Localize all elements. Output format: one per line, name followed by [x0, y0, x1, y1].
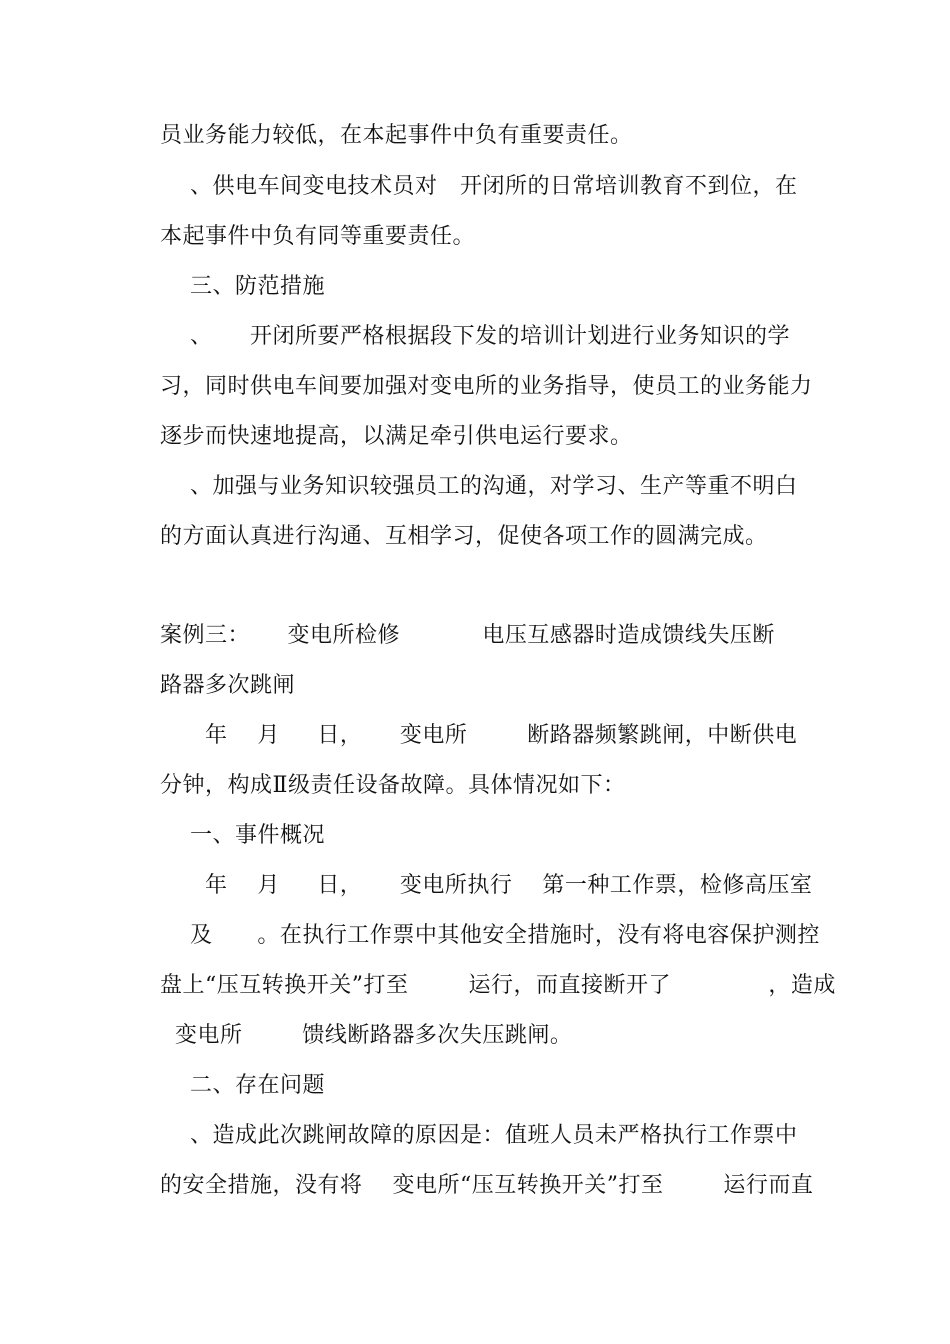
section-heading: 三、防范措施: [160, 274, 325, 299]
text-line: 变电所 馈线断路器多次失压跳闸。: [160, 1023, 573, 1048]
case-title: 案例三： 变电所检修 电压互感器时造成馈线失压断: [160, 623, 775, 648]
text-line: 的方面认真进行沟通、互相学习，促使各项工作的圆满完成。: [160, 524, 768, 549]
text-line: 员业务能力较低，在本起事件中负有重要责任。: [160, 123, 633, 148]
text-line: 年 月 日， 变电所 断路器频繁跳闸，中断供电: [160, 723, 798, 748]
text-line: 、 开闭所要严格根据段下发的培训计划进行业务知识的学: [160, 324, 790, 349]
text-line: 、供电车间变电技术员对 开闭所的日常培训教育不到位，在: [160, 174, 798, 199]
text-line: 的安全措施，没有将 变电所“压互转换开关”打至 运行而直: [160, 1173, 814, 1198]
text-line: 、造成此次跳闸故障的原因是：值班人员未严格执行工作票中: [160, 1123, 798, 1148]
text-line: 年 月 日， 变电所执行 第一种工作票，检修高压室: [160, 873, 813, 898]
text-line: 习，同时供电车间要加强对变电所的业务指导，使员工的业务能力: [160, 374, 813, 399]
text-line: 本起事件中负有同等重要责任。: [160, 224, 476, 249]
section-heading: 二、存在问题: [160, 1073, 325, 1098]
text-line: 逐步而快速地提高，以满足牵引供电运行要求。: [160, 424, 633, 449]
text-line: 盘上“压互转换开关”打至 运行，而直接断开了 ，造成: [160, 973, 836, 998]
section-heading: 一、事件概况: [160, 823, 325, 848]
text-line: 、加强与业务知识较强员工的沟通，对学习、生产等重不明白: [160, 474, 798, 499]
text-line: 及 。在执行工作票中其他安全措施时，没有将电容保护测控: [160, 923, 820, 948]
text-line: 分钟，构成Ⅱ级责任设备故障。具体情况如下：: [160, 773, 626, 798]
case-title-continued: 路器多次跳闸: [160, 673, 296, 698]
